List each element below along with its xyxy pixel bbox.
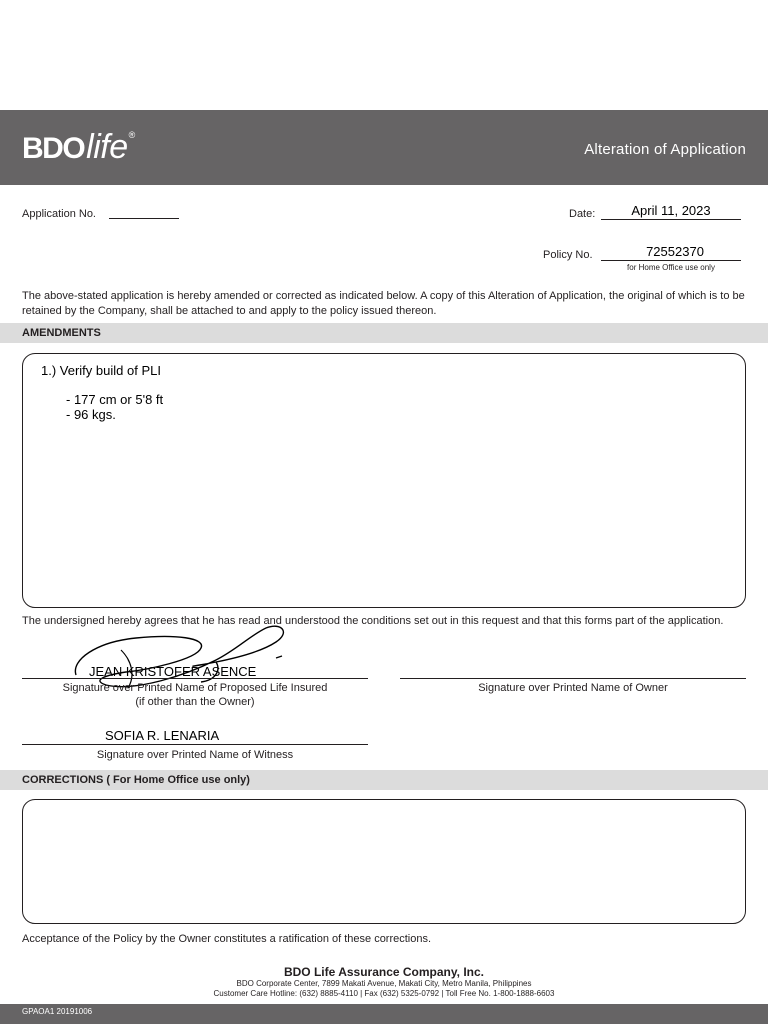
application-no-field[interactable] bbox=[109, 218, 179, 219]
intro-paragraph: The above-stated application is hereby amended or corrected as indicated below. A copy of this Alteration of Application, the original of which is to be retained by the Company, shall be attached to and apply to the policy issued thereon. bbox=[22, 290, 745, 317]
insured-signature-caption-note: (if other than the Owner) bbox=[135, 696, 255, 708]
insured-printed-name: JEAN KRISTOFER ASENCE bbox=[89, 664, 257, 679]
amendments-section-bar bbox=[0, 323, 768, 343]
date-field[interactable] bbox=[601, 219, 741, 220]
date-value: April 11, 2023 bbox=[631, 203, 711, 218]
footer-address: BDO Corporate Center, 7899 Makati Avenue, Makati City, Metro Manila, Philippines bbox=[236, 979, 532, 988]
witness-printed-name: SOFIA R. LENARIA bbox=[105, 728, 220, 743]
application-no-label: Application No. bbox=[22, 208, 96, 220]
policy-no-field[interactable] bbox=[601, 260, 741, 261]
form-title: Alteration of Application bbox=[584, 141, 746, 158]
logo-bdo: BDO bbox=[22, 132, 85, 165]
owner-signature-line[interactable] bbox=[400, 678, 746, 679]
bdo-life-logo bbox=[22, 128, 135, 168]
acceptance-text: Acceptance of the Policy by the Owner constitutes a ratification of these corrections. bbox=[22, 933, 432, 945]
policy-no-label: Policy No. bbox=[543, 249, 593, 261]
footer-contact: Customer Care Hotline: (632) 8885-4110 | Fax (632) 5325-0792 | Toll Free No. 1-800-1888-6603 bbox=[213, 989, 555, 998]
amendment-line-2: - 177 cm or 5'8 ft bbox=[66, 392, 164, 407]
amendment-line-1: 1.) Verify build of PLI bbox=[41, 363, 161, 378]
corrections-box[interactable] bbox=[22, 799, 746, 924]
form-code: GPAOA1 20191006 bbox=[22, 1007, 93, 1016]
witness-signature-line[interactable] bbox=[22, 744, 368, 745]
footer-company-name: BDO Life Assurance Company, Inc. bbox=[283, 965, 485, 979]
witness-signature-caption: Signature over Printed Name of Witness bbox=[96, 749, 294, 761]
insured-signature-caption: Signature over Printed Name of Proposed Life Insured bbox=[62, 682, 328, 694]
amendment-line-3: - 96 kgs. bbox=[66, 407, 116, 422]
agreement-paragraph: The undersigned hereby agrees that he has read and understood the conditions set out in this request and that this forms part of the application. bbox=[22, 615, 724, 627]
policy-no-value: 72552370 bbox=[646, 244, 704, 259]
logo-life: life bbox=[86, 128, 128, 166]
corrections-title: CORRECTIONS ( For Home Office use only) bbox=[22, 774, 250, 786]
insured-signature-line[interactable] bbox=[22, 678, 368, 679]
owner-signature-caption: Signature over Printed Name of Owner bbox=[478, 682, 668, 694]
footer-bar bbox=[0, 1004, 768, 1024]
policy-no-note: for Home Office use only bbox=[627, 263, 715, 272]
date-label: Date: bbox=[569, 208, 596, 220]
amendments-title: AMENDMENTS bbox=[22, 327, 101, 339]
registered-mark: ® bbox=[128, 130, 136, 140]
